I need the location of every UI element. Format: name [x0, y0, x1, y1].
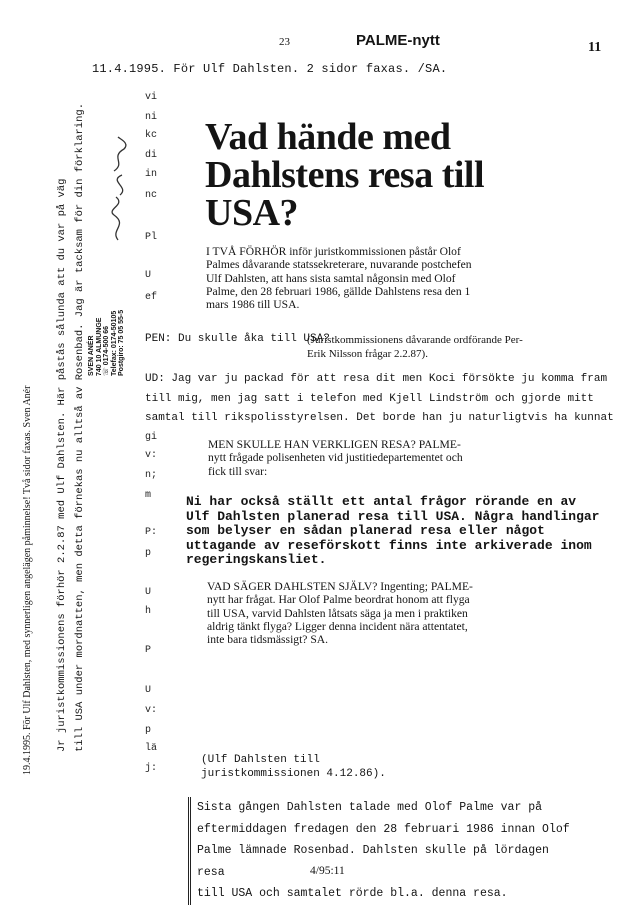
question-citation: (Juristkommissionens dåvarande ordförande Per-Erik Nilsson frågar 2.2.87). — [307, 334, 523, 360]
margin-fragment: ni — [145, 112, 158, 123]
margin-fragment: Pl — [145, 232, 158, 243]
publication-name: PALME-nytt — [356, 32, 440, 49]
margin-fragment: j: — [145, 763, 158, 774]
margin-fragment: ef — [145, 292, 158, 303]
margin-fragment: U — [145, 587, 152, 598]
transcript-answer — [145, 370, 615, 429]
margin-fragment: in — [145, 169, 158, 180]
stamp-line: Postgiro: 75 05 55-5 — [118, 309, 125, 376]
page-footer: 4/95:11 — [310, 865, 345, 877]
margin-fragment: vi — [145, 92, 158, 103]
margin-fragment: gi — [145, 432, 158, 443]
transcript-line: till mig, men jag satt i telefon med Kjell Lindström och gjorde mitt — [145, 392, 594, 405]
margin-note-outer: 19.4.1995. För Ulf Dahlsten, med synnerligen angelägen påminnelse! Två sidor faxas. Sven Anér — [22, 385, 33, 775]
margin-fragment: lä — [145, 743, 158, 754]
stamp-line: SVEN ANÉR — [88, 335, 95, 376]
transcript-line: samtal till rikspolisstyrelsen. Det borde han ju naturligtvis ha kunnat — [145, 412, 614, 424]
margin-fragment: m — [145, 490, 152, 501]
fax-header-line: 11.4.1995. För Ulf Dahlsten. 2 sidor faxas. /SA. — [92, 62, 448, 76]
margin-fragment: p — [145, 548, 152, 559]
article-headline: Vad hände med Dahlstens resa till USA? — [205, 116, 485, 234]
transcript-question: PEN: Du skulle åka till USA? — [145, 333, 330, 345]
margin-note-typed-2: till USA under mordnatten, men detta förnekas nu alltså av Rosenbad. Jag är tacksam för din förklaring. — [74, 102, 86, 752]
margin-fragment: di — [145, 150, 158, 161]
margin-fragment: n; — [145, 470, 158, 481]
margin-fragment: v: — [145, 450, 158, 461]
article-lede: I TVÅ FÖRHÖR inför juristkommissionen påstår Olof Palmes dåvarande statssekreterare, nuvarande postchefen Ulf Dahlsten, att hans sista samtal någonsin med Olof Palme, den 28 februari 1986, gällde Dahlstens resa den 1 mars 1986 till USA. — [206, 245, 472, 312]
page-number-right: 11 — [588, 40, 602, 55]
dahlsten-citation: (Ulf Dahlsten till juristkommissionen 4.12.86). — [201, 754, 386, 780]
margin-note-typed-1: Jr juristkommissionens förhör 2.2.87 med Ulf Dahlsten. Här påstås sålunda att du var på väg — [56, 178, 68, 752]
excerpt-line: Palme lämnade Rosenbad. Dahlsten skulle på lördagen resa — [197, 844, 549, 879]
dahlsten-paragraph: VAD SÄGER DAHLSTEN SJÄLV? Ingenting; PALME-nytt har frågat. Har Olof Palme beordrat honom att flyga till USA, varvid Dahlsten låtsats säga ja men i praktiken aldrig tänkt flyga? Ligger denna incident nära attentatet, inte bara tidsmässigt? SA. — [207, 580, 473, 647]
excerpt-line: till USA och samtalet rörde bl.a. denna resa. — [197, 887, 508, 900]
margin-fragment: kc — [145, 130, 158, 141]
stamp-line: ☏ 0174-500 66 — [103, 325, 110, 376]
margin-fragment: p — [145, 725, 152, 736]
question-heading: MEN SKULLE HAN VERKLIGEN RESA? PALME-nytt frågade polisenheten vid justitiedepartementet och fick till svar: — [208, 438, 463, 478]
stamp-line: 740 10 ALMUNGE — [95, 317, 103, 376]
margin-fragment: U — [145, 685, 152, 696]
margin-fragment: P — [145, 645, 152, 656]
margin-fragment: h — [145, 606, 152, 617]
page-number-top: 23 — [279, 36, 290, 48]
stamp-line: Telefax: 0174-50105 — [110, 310, 118, 376]
quoted-excerpt-box — [188, 797, 577, 905]
margin-fragment: P: — [145, 527, 158, 538]
ministry-answer: Ni har också ställt ett antal frågor rörande en av Ulf Dahlsten planerad resa till USA. Några handlingar som belyser en sådan planerad resa eller något uttagande av reseförskott finns inte arkiverade inom regeringskansliet. — [186, 494, 600, 567]
margin-fragment: v: — [145, 705, 158, 716]
excerpt-line: Sista gången Dahlsten talade med Olof Palme var på — [197, 801, 543, 814]
handwritten-signature — [100, 135, 140, 245]
excerpt-line: eftermiddagen fredagen den 28 februari 1986 innan Olof — [197, 822, 570, 836]
margin-fragment: nc — [145, 190, 158, 201]
margin-fragment: U — [145, 270, 152, 281]
transcript-line: UD: Jag var ju packad för att resa dit men Koci försökte ju komma fram — [145, 373, 608, 385]
